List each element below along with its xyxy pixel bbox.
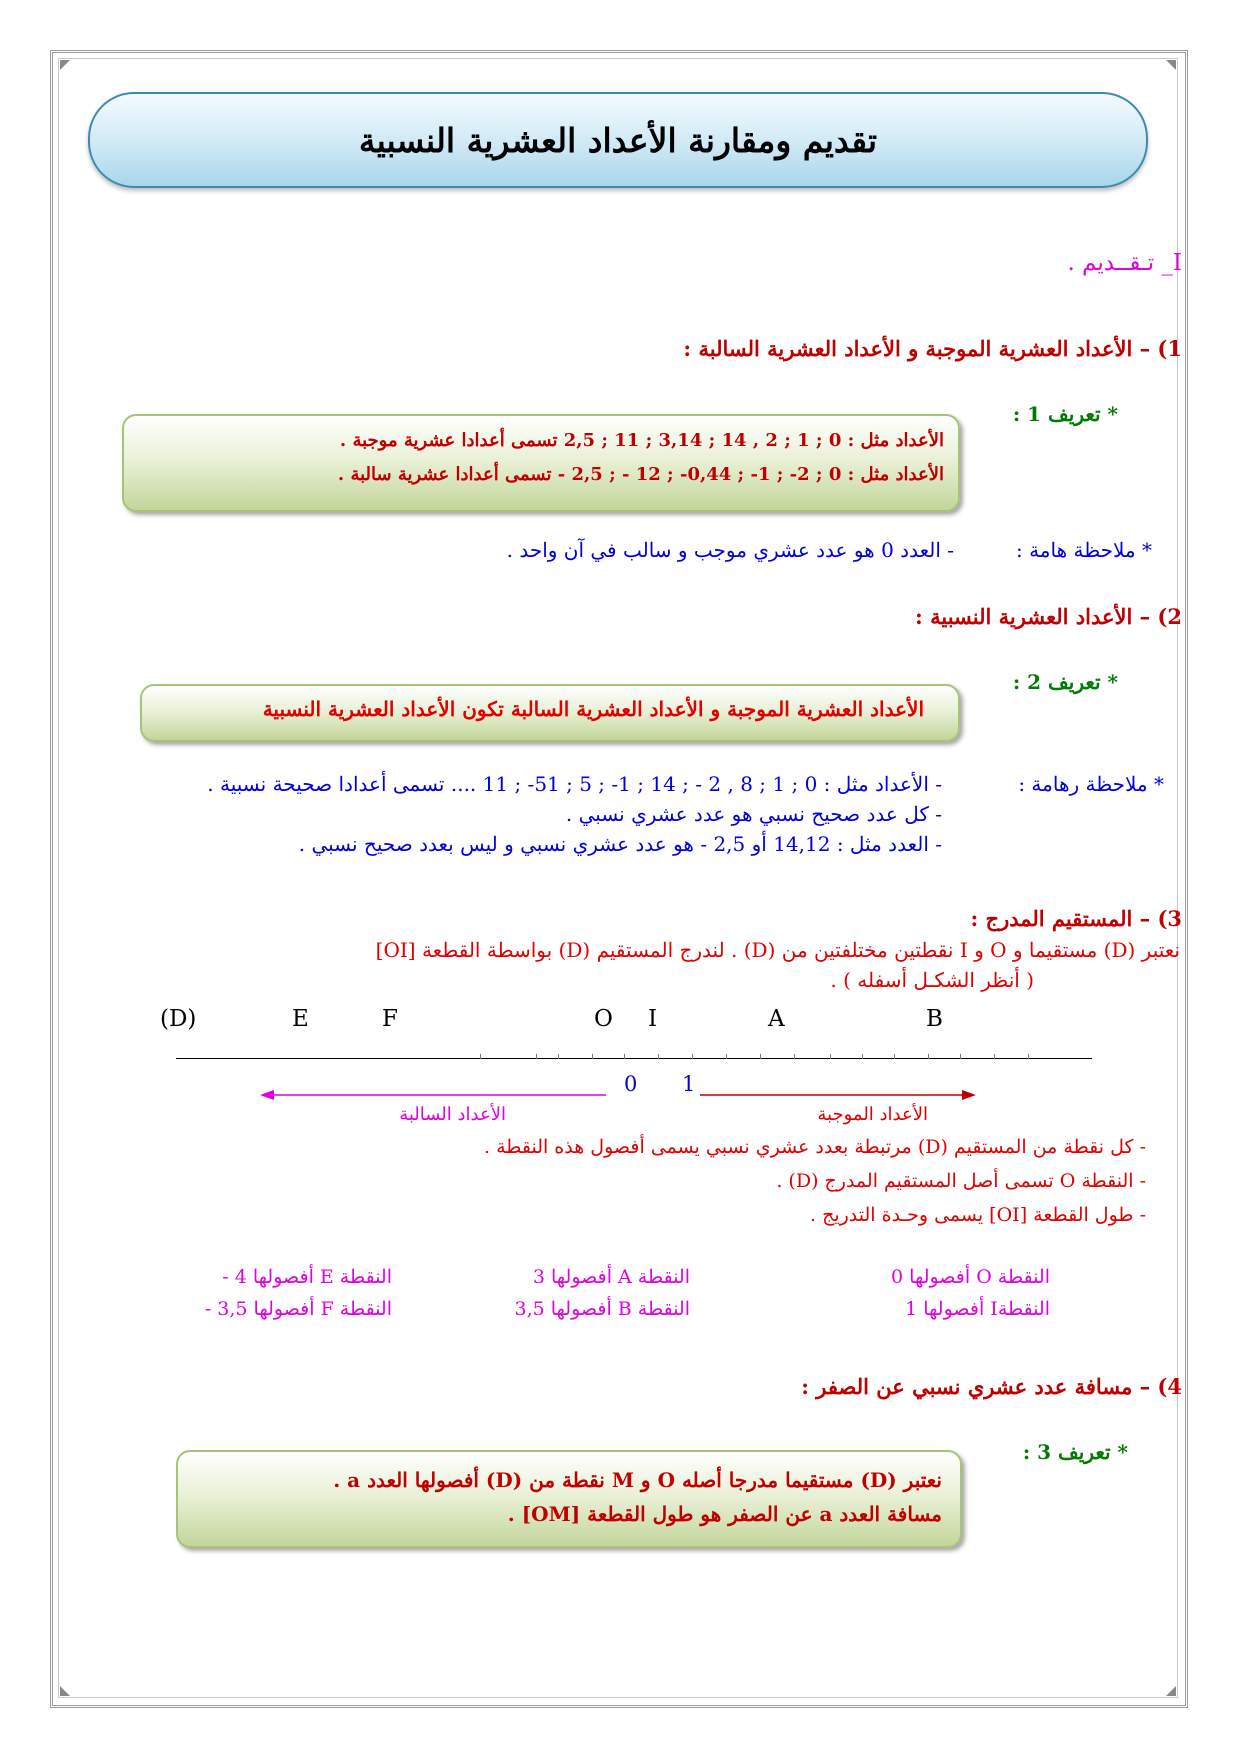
definition-3-box [176, 1450, 962, 1548]
positive-arrow-head [962, 1090, 976, 1100]
part2-heading: 2) – الأعداد العشرية النسبية : [915, 604, 1182, 629]
definition-1-line1: الأعداد مثل : 0 ; 1 ; 2 , 14 ; 3,14 ; 11 ; 2,5 تسمى أعدادا عشرية موجبة . [339, 430, 944, 451]
definition-1-label: * تعريف 1 : [1012, 402, 1118, 426]
negative-arrow-head [260, 1090, 274, 1100]
graduation-tick [624, 1054, 625, 1059]
label-positive-numbers: الأعداد الموجبة [817, 1104, 928, 1125]
label-one: 1 [682, 1072, 696, 1096]
corner-bottom-left [60, 1686, 70, 1696]
note-important-label: * ملاحظة هامة : [1015, 538, 1152, 562]
note-important-text: - العدد 0 هو عدد عشري موجب و سالب في آن واحد . [506, 538, 954, 562]
page-title: تقديم ومقارنة الأعداد العشرية النسبية [358, 120, 878, 160]
part1-heading: 1) – الأعداد العشرية الموجبة و الأعداد العشرية السالبة : [683, 336, 1182, 361]
graduation-tick [760, 1054, 761, 1059]
abscissa-E: النقطة E أفصولها 4 - [222, 1266, 392, 1288]
corner-top-left [60, 60, 70, 70]
graduation-tick [894, 1054, 895, 1059]
label-point-F: F [382, 1006, 398, 1032]
label-point-B: B [926, 1006, 943, 1032]
label-point-E: E [292, 1006, 309, 1032]
definition-2-text: الأعداد العشرية الموجبة و الأعداد العشرية السالبة تكون الأعداد العشرية النسبية [262, 697, 924, 721]
abscissa-B: النقطة B أفصولها 3,5 [514, 1298, 690, 1320]
graduation-tick [558, 1054, 559, 1059]
section-heading-intro: I_ تـقــديم . [1067, 250, 1182, 276]
definition-1-box [122, 414, 960, 512]
definition-3-line1: نعتبر (D) مستقيما مدرجا أصله O و M نقطة من (D) أفصولها العدد a . [333, 1468, 942, 1492]
label-line-D: (D) [160, 1006, 197, 1032]
part3-heading: 3) – المستقيم المدرج : [970, 906, 1182, 931]
note-line-2: - كل عدد صحيح نسبي هو عدد عشري نسبي . [565, 802, 942, 826]
bullet-abscissa: - كل نقطة من المستقيم (D) مرتبطة بعدد عشري نسبي يسمى أفصول هذه النقطة . [484, 1136, 1146, 1158]
corner-top-right [1166, 60, 1176, 70]
bullet-origin: - النقطة O تسمى أصل المستقيم المدرج (D) . [776, 1170, 1146, 1192]
abscissa-I: النقطةI أفصولها 1 [905, 1298, 1050, 1320]
graduation-tick [480, 1054, 481, 1059]
number-line [176, 1058, 1092, 1059]
definition-2-label: * تعريف 2 : [1012, 670, 1118, 694]
label-negative-numbers: الأعداد السالبة [399, 1104, 506, 1125]
note-label: * ملاحظة رهامة : [1018, 772, 1164, 796]
definition-3-label: * تعريف 3 : [1022, 1440, 1128, 1464]
definition-1-line2: الأعداد مثل : 0 ; 2- ; 1- ; 0,44- ; 12 - ; 2,5 - تسمى أعدادا عشرية سالبة . [337, 464, 944, 485]
note-line-1: - الأعداد مثل : 0 ; 1 ; 8 , 2 - ; 14 ; 1- ; 5 ; 51- ; 11 .... تسمى أعدادا صحيحة نسبية . [207, 772, 942, 796]
title-banner [88, 92, 1148, 188]
graduation-tick [862, 1054, 863, 1059]
graduation-tick [536, 1054, 537, 1059]
abscissa-A: النقطة A أفصولها 3 [532, 1266, 690, 1288]
abscissa-O: النقطة O أفصولها 0 [891, 1266, 1050, 1288]
graduation-tick [726, 1054, 727, 1059]
label-zero: 0 [624, 1072, 638, 1096]
graduation-tick [592, 1054, 593, 1059]
bullet-unit: - طول القطعة [OI] يسمى وحـدة التدريج . [810, 1204, 1146, 1226]
corner-bottom-right [1166, 1686, 1176, 1696]
graduation-tick [994, 1054, 995, 1059]
direction-arrows [260, 1082, 980, 1106]
graduation-tick [658, 1054, 659, 1059]
label-point-O: O [594, 1006, 613, 1032]
label-point-A: A [768, 1006, 785, 1032]
graduation-tick [960, 1054, 961, 1059]
graduation-tick [794, 1054, 795, 1059]
label-point-I: I [648, 1006, 658, 1032]
definition-3-line2: مسافة العدد a عن الصفر هو طول القطعة [OM] . [507, 1502, 942, 1526]
abscissa-F: النقطة F أفصولها 3,5 - [204, 1298, 392, 1320]
part3-intro-line1: نعتبر (D) مستقيما و O و I نقطتين مختلفتين من (D) . لندرج المستقيم (D) بواسطة القطعة [OI] [375, 938, 1180, 962]
graduation-tick [928, 1054, 929, 1059]
graduation-tick [830, 1054, 831, 1059]
graduation-tick [692, 1054, 693, 1059]
note-line-3: - العدد مثل : 14,12 أو 2,5 - هو عدد عشري نسبي و ليس بعدد صحيح نسبي . [298, 832, 942, 856]
graduation-tick [1028, 1054, 1029, 1059]
part3-intro-line2: ( أنظر الشكـل أسفله ) . [830, 968, 1034, 992]
part4-heading: 4) – مسافة عدد عشري نسبي عن الصفر : [801, 1374, 1182, 1399]
